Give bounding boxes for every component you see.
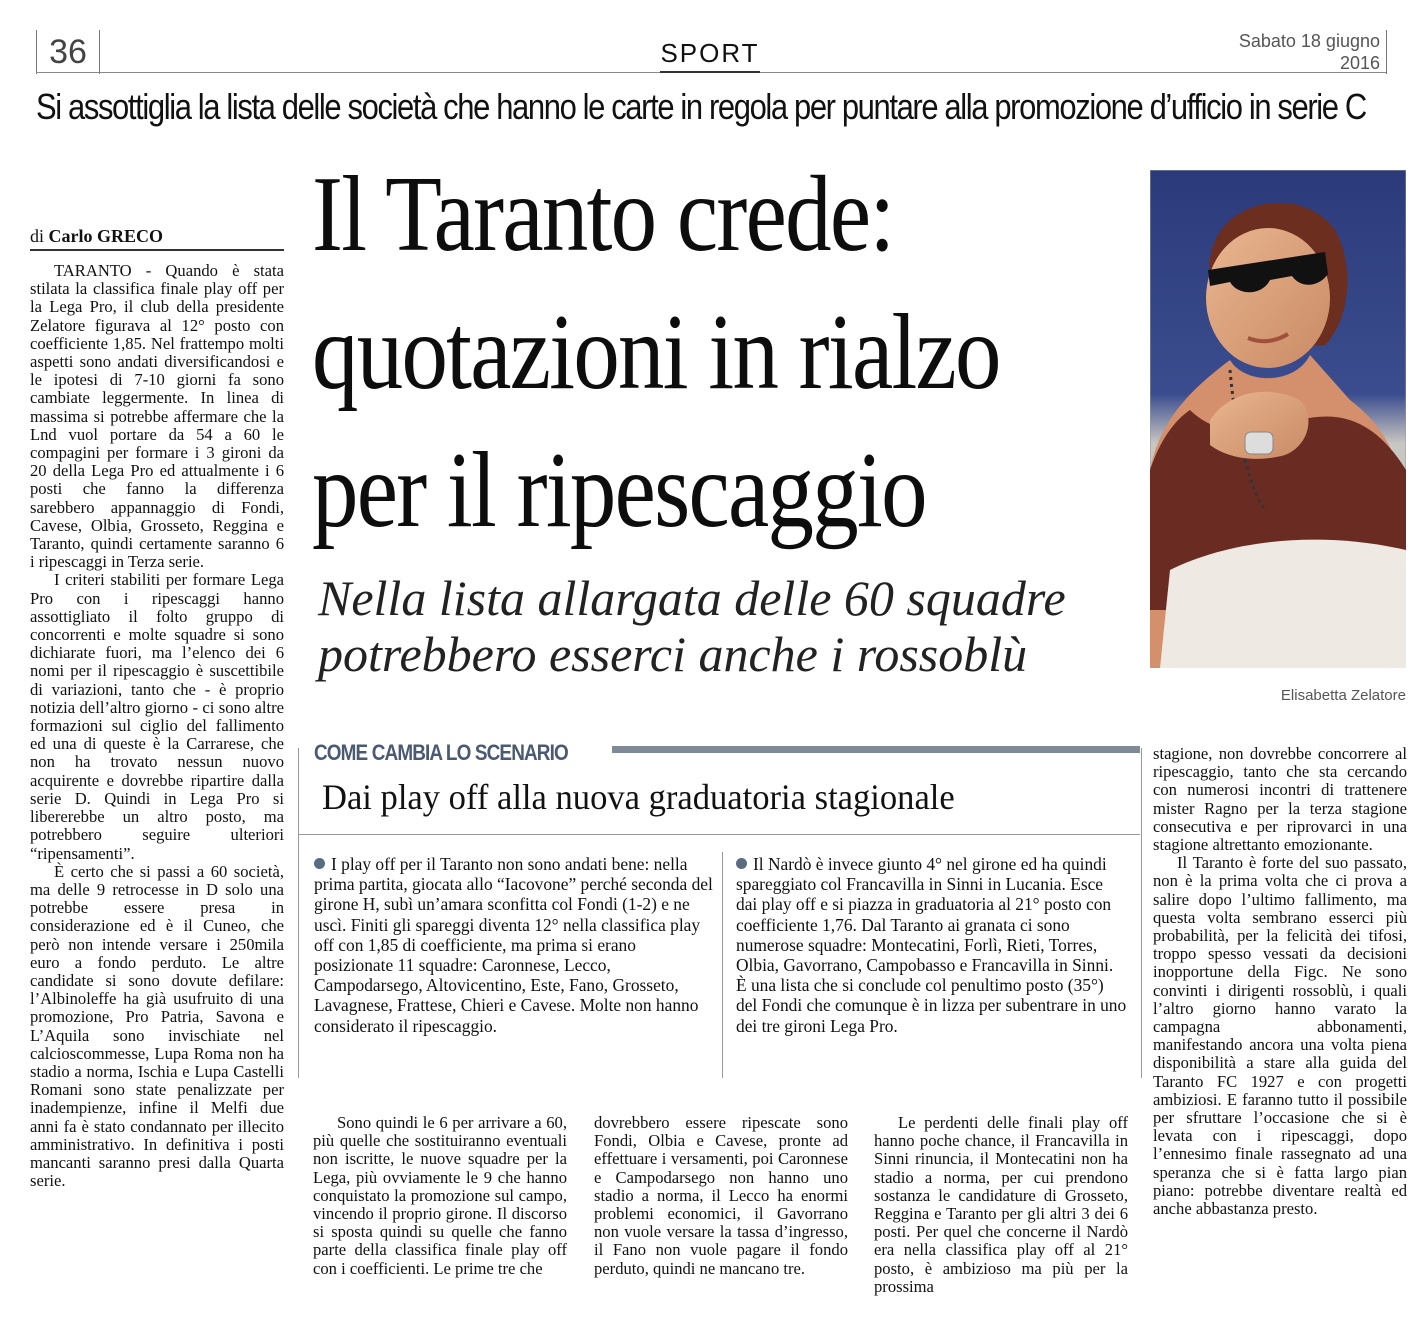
scenario-box-divider [722,852,723,1078]
portrait-photo [1150,170,1406,668]
left-column [30,262,284,1190]
bullet-icon [736,858,747,869]
bottom-column-2 [594,1114,848,1278]
issue-date-day: Sabato 18 giugno [1238,31,1380,51]
byline-author: Carlo GRECO [48,226,164,246]
scenario-box-rule [298,834,1140,835]
byline-prefix: di [30,226,45,246]
portrait-photo-image [1150,170,1406,668]
scenario-box-text-2: Il Nardò è invece giunto 4° nel girone ed ha quindi spareggiato col Francavilla in Sinni in Lucania. Esce dai play off e si piazza in graduatoria al 21° posto con coefficiente 1,76. Dal Taranto ai granata ci sono numerose squadre: Montecatini, Forlì, Rieti, Torres, Olbia, Gavorrano, Campobasso e Francavilla in Sinni. È una lista che si conclude col penultimo posto (35°) del Fondi che comunque è in lizza per subentrare in uno dei tre gironi Lega Pro. [736,854,1127,1036]
article-kicker: Si assottiglia la lista delle società che hanno le carte in regola per puntare alla promozione d’ufficio in serie C [36,86,1366,127]
photo-caption: Elisabetta Zelatore [1280,687,1406,704]
right-column [1153,745,1407,1218]
bullet-icon [314,858,325,869]
issue-date-year: 2016 [1339,53,1380,73]
bottom-column-3 [874,1114,1128,1296]
bottom-paragraph-1: Sono quindi le 6 per arrivare a 60, più quelle che sostituiranno eventuali non iscritte, le nuove squadre per la Lega, più ovviamente le 9 che hanno conquistato la promozione sul campo, vincendo il proprio girone. Il discorso si sposta quindi su quelle che fanno parte della classifica finale play off con i coefficienti. Le prime tre che [313,1113,567,1278]
left-paragraph-3: È certo che si passi a 60 società, ma delle 9 retrocesse in D solo una potrebbe essere presa in considerazione ed è il Cuneo, che però non intende versare i 250mila euro a fondo perduto. Le altre candidate si sono dovute defilare: l’Albinoleffe ha già usufruito di una promozione, Pro Patria, Savona e L’Aquila sono invischiate nel calcioscommesse, Lupa Roma non ha stadio a norma, Ischia e Lupa Castelli Romani sono state penalizzate per inadempienze, infine il Melfi due anni fa è stato condannato per illecito amministrativo. In definitiva i posti mancanti saranno presi dalla Quarta serie. [30,861,284,1191]
headline-line-2: quotazioni in rialzo [312,293,1000,412]
section-title: SPORT [640,38,780,73]
bottom-paragraph-3: Le perdenti delle finali play off hanno poche chance, il Francavilla in Sinni rinuncia, il Montecatini non ha stadio a norma, per cui prendono sostanza le candidature di Grosseto, Reggina e Taranto per gli altri 3 dei 6 posti. Per quel che concerne il Nardò era nella classifica play off al 21° posto, è ambizioso ma più per la prossima [874,1113,1128,1296]
bottom-column-1 [313,1114,567,1278]
scenario-box-text-1: I play off per il Taranto non sono andati bene: nella prima partita, giocata allo “Iacovone” perché seconda del girone H, subì un’amara sconfitta col Fondi (1-2) e ne uscì. Finiti gli spareggi diventa 12° nella classifica play off con 1,85 di coefficiente, ma prima si erano posizionate 11 squadre: Caronnese, Lecco, Campodarsego, Altovicentino, Este, Fano, Grosseto, Lavagnese, Frattese, Chieri e Cavese. Molte non hanno considerato il ripescaggio. [314,854,713,1036]
byline [30,226,284,251]
article-subheadline [318,570,1148,682]
scenario-box-bar [612,746,1140,753]
issue-date [1180,30,1387,74]
right-paragraph-2: Il Taranto è forte del suo passato, non è la prima volta che ci prova a salire dopo l’ultimo fallimento, ma questa volta sembrano esserci più probabilità, per la felicità dei tifosi, troppo spesso vessati da decisioni inopportune della Figc. Ne sono convinti i dirigenti rossoblù, i quali l’altro giorno hanno varato la campagna abbonamenti, manifestando ancora una volta piena disponibilità a stare alla guida del Taranto FC 1927 e con progetti ambiziosi. E faranno tutto il possibile per sfruttare l’occasione che si è levata con i ripescaggi, dopo l’ennesimo finale rassegnato ad una speranza che si è fatta largo pian piano: potrebbe diventare realtà ed anche abbastanza presto. [1153,853,1407,1219]
bottom-paragraph-2: dovrebbero essere ripescate sono Fondi, Olbia e Cavese, pronte ad effettuare i versamenti, poi Caronnese e Campodarsego non hanno uno stadio a norma, il Lecco ha enormi problemi economici, il Gavorrano non vuole versare la tassa d’ingresso, il Fano non vuole pagare il fondo perduto, quindi ne mancano tre. [594,1113,848,1278]
headline-line-3: per il ripescaggio [312,431,926,550]
scenario-box-kicker: COME CAMBIA LO SCENARIO [314,740,568,765]
scenario-box-title: Dai play off alla nuova graduatoria stagionale [322,777,955,817]
page-number: 36 [36,30,100,74]
left-paragraph-1: TARANTO - Quando è stata stilata la classifica finale play off per la Lega Pro, il club della presidente Zelatore figurava al 12° posto con coefficiente 1,85. Nel frattempo molti aspetti sono andati diversificandosi e le ipotesi di 7-10 giorni fa sono cambiate leggermente. In linea di massima si potrebbe affermare che la Lnd vuol portare da 54 a 60 le compagini per formare i 3 gironi da 20 della Lega Pro ed attualmente i 6 posti che fanno la differenza sarebbero appannaggio di Fondi, Cavese, Olbia, Grosseto, Reggina e Taranto, quindi certamente saranno 6 i ripescaggi in Terza serie. [30,261,284,572]
left-paragraph-2: I criteri stabiliti per formare Lega Pro con i ripescaggi hanno assottigliato il folto gruppo di concorrenti e molte squadre si sono dichiarate fuori, ma l’elenco dei 6 nomi per il ripescaggio è suscettibile di variazioni, tanto che - è proprio notizia dell’altro giorno - ci sono altre formazioni sul ciglio del fallimento ed una di queste è la Carrarese, che non ha trovato nessun nuovo acquirente e dovrebbe ripartire dalla serie D. Quindi in Lega Pro si libererebbe un altro posto, ma potrebbero seguire ulteriori “ripensamenti”. [30,570,284,863]
scenario-box-column-1 [314,854,714,1036]
right-paragraph-1: stagione, non dovrebbe concorrere al ripescaggio, tanto che sta cercando con numerosi incontri di trattenere mister Ragno per la terza stagione consecutiva e per riprovarci in una stagione altrettanto emozionante. [1153,744,1407,855]
subheadline-line-1: Nella lista allargata delle 60 squadre [318,570,1066,626]
headline-line-1: Il Taranto crede: [312,155,894,274]
article-headline [312,146,1026,560]
subheadline-line-2: potrebbero esserci anche i rossoblù [318,626,1028,682]
scenario-box-column-2 [736,854,1128,1036]
